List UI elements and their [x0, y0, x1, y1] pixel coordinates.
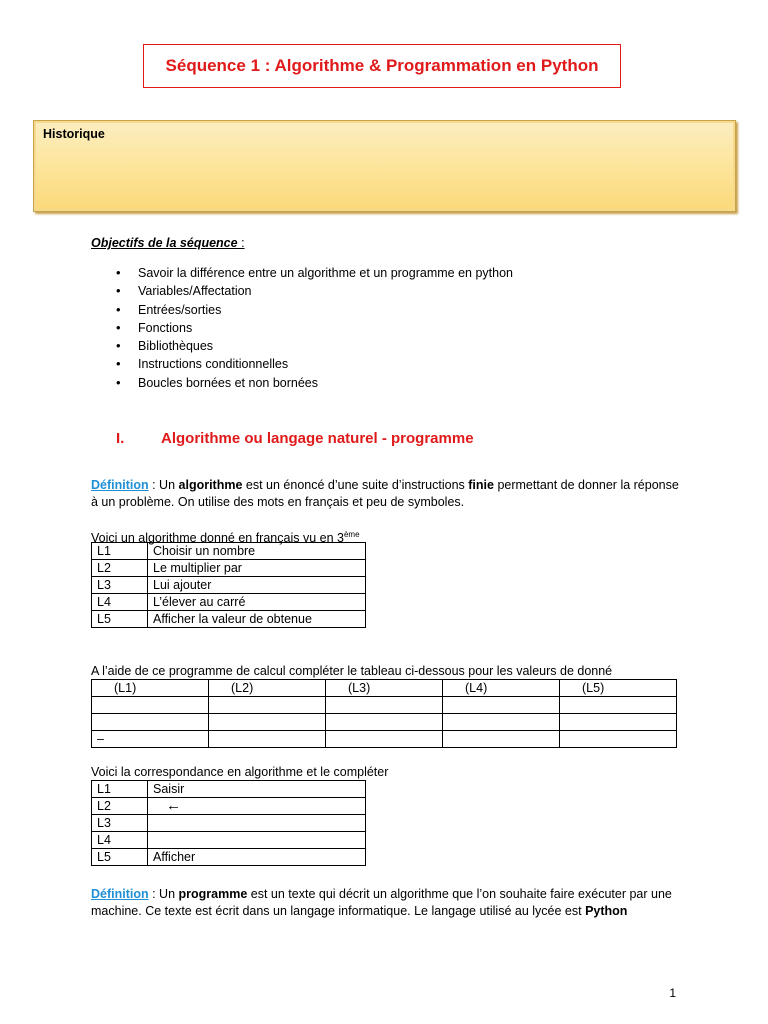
table-header: (L1) [92, 680, 209, 697]
table2-intro: A l’aide de ce programme de calcul compléter le tableau ci-dessous pour les valeurs de donné [91, 664, 613, 678]
table-cell[interactable]: ← [148, 798, 366, 815]
definition-label: Définition [91, 478, 149, 492]
table-cell[interactable] [443, 714, 560, 731]
table-row [92, 815, 366, 832]
list-item: • Entrées/sorties [116, 301, 513, 319]
table-cell[interactable] [326, 697, 443, 714]
list-item: • Savoir la différence entre un algorithme et un programme en python [116, 264, 513, 282]
table-cell[interactable] [443, 697, 560, 714]
definition-text: permettant de donner la réponse à un problème. On utilise des mots en français et peu de symboles. [91, 478, 679, 509]
list-item: • Variables/Affectation [116, 282, 513, 300]
table-header: (L3) [326, 680, 443, 697]
definition-term: finie [468, 478, 494, 492]
table-cell: L4 [92, 832, 148, 849]
definition-text: : Un [148, 478, 179, 492]
definition-programme [91, 886, 681, 920]
objectifs-colon: : [237, 236, 245, 250]
table-cell: Afficher la valeur de obtenue [148, 611, 366, 628]
objectifs-list [116, 264, 513, 392]
definition-text: est un texte qui décrit un algorithme que l’on souhaite faire exécuter par une machine. Ce texte est écrit dans un langage informatique. Le langage utilisé au lycée est [91, 887, 672, 918]
historique-box [33, 120, 736, 212]
table-header: (L2) [209, 680, 326, 697]
table1-intro-sup: ème [343, 530, 360, 539]
table-row [92, 714, 677, 731]
page-title: Séquence 1 : Algorithme & Programmation en Python [143, 44, 621, 88]
table-cell: L4 [92, 594, 148, 611]
table-cell: Lui ajouter [148, 577, 366, 594]
objectifs-heading [91, 236, 245, 250]
table-cell[interactable] [148, 815, 366, 832]
table3-intro: Voici la correspondance en algorithme et le compléter [91, 765, 389, 779]
definition-algorithme [91, 477, 681, 511]
table-cell: L1 [92, 781, 148, 798]
table-row [92, 594, 366, 611]
table-cell: L1 [92, 543, 148, 560]
table-cell: L5 [92, 611, 148, 628]
correspondence-table [91, 780, 366, 866]
table-cell[interactable]: Saisir [148, 781, 366, 798]
table-cell[interactable] [148, 832, 366, 849]
table-cell: Le multiplier par [148, 560, 366, 577]
table-cell[interactable] [209, 731, 326, 748]
definition-text: est un énoncé d’une suite d’instructions [242, 478, 469, 492]
table-row [92, 781, 366, 798]
table-cell: L’élever au carré [148, 594, 366, 611]
table-cell[interactable] [209, 714, 326, 731]
list-item: • Boucles bornées et non bornées [116, 374, 513, 392]
table-cell[interactable] [560, 731, 677, 748]
table-cell: L2 [92, 798, 148, 815]
page-number: 1 [669, 986, 676, 1000]
table-cell: L5 [92, 849, 148, 866]
definition-term: programme [178, 887, 248, 901]
table-row [92, 697, 677, 714]
table-cell: Choisir un nombre [148, 543, 366, 560]
table-cell: L3 [92, 577, 148, 594]
table-header-row [92, 680, 677, 697]
table-cell[interactable] [326, 731, 443, 748]
table-row [92, 560, 366, 577]
table-row [92, 731, 677, 748]
table-cell[interactable] [560, 697, 677, 714]
section-title: Algorithme ou langage naturel - programme [161, 430, 474, 447]
table-cell[interactable] [92, 697, 209, 714]
table-cell[interactable] [92, 714, 209, 731]
table-cell: L2 [92, 560, 148, 577]
list-item: • Instructions conditionnelles [116, 355, 513, 373]
table-cell[interactable] [443, 731, 560, 748]
table-cell[interactable]: – [92, 731, 209, 748]
table-row [92, 577, 366, 594]
table-row [92, 798, 366, 815]
list-item: • Bibliothèques [116, 337, 513, 355]
definition-label: Définition [91, 887, 149, 901]
table-row [92, 543, 366, 560]
table-cell[interactable] [209, 697, 326, 714]
table-cell: L3 [92, 815, 148, 832]
table-header: (L4) [443, 680, 560, 697]
table-row [92, 611, 366, 628]
definition-text: : Un [148, 887, 179, 901]
section-number: I. [116, 430, 125, 447]
table-row [92, 832, 366, 849]
table-cell[interactable] [326, 714, 443, 731]
table-row [92, 849, 366, 866]
list-item: • Fonctions [116, 319, 513, 337]
definition-term: algorithme [178, 478, 243, 492]
table-cell[interactable] [560, 714, 677, 731]
objectifs-heading-text: Objectifs de la séquence [91, 236, 238, 250]
table-cell[interactable]: Afficher [148, 849, 366, 866]
algorithm-table [91, 542, 366, 628]
table-header: (L5) [560, 680, 677, 697]
calculation-table [91, 679, 677, 748]
definition-term: Python [585, 904, 628, 918]
table1-intro-text: Voici un algorithme donné en français vu en 3 [91, 531, 344, 546]
historique-heading: Historique [43, 127, 105, 141]
